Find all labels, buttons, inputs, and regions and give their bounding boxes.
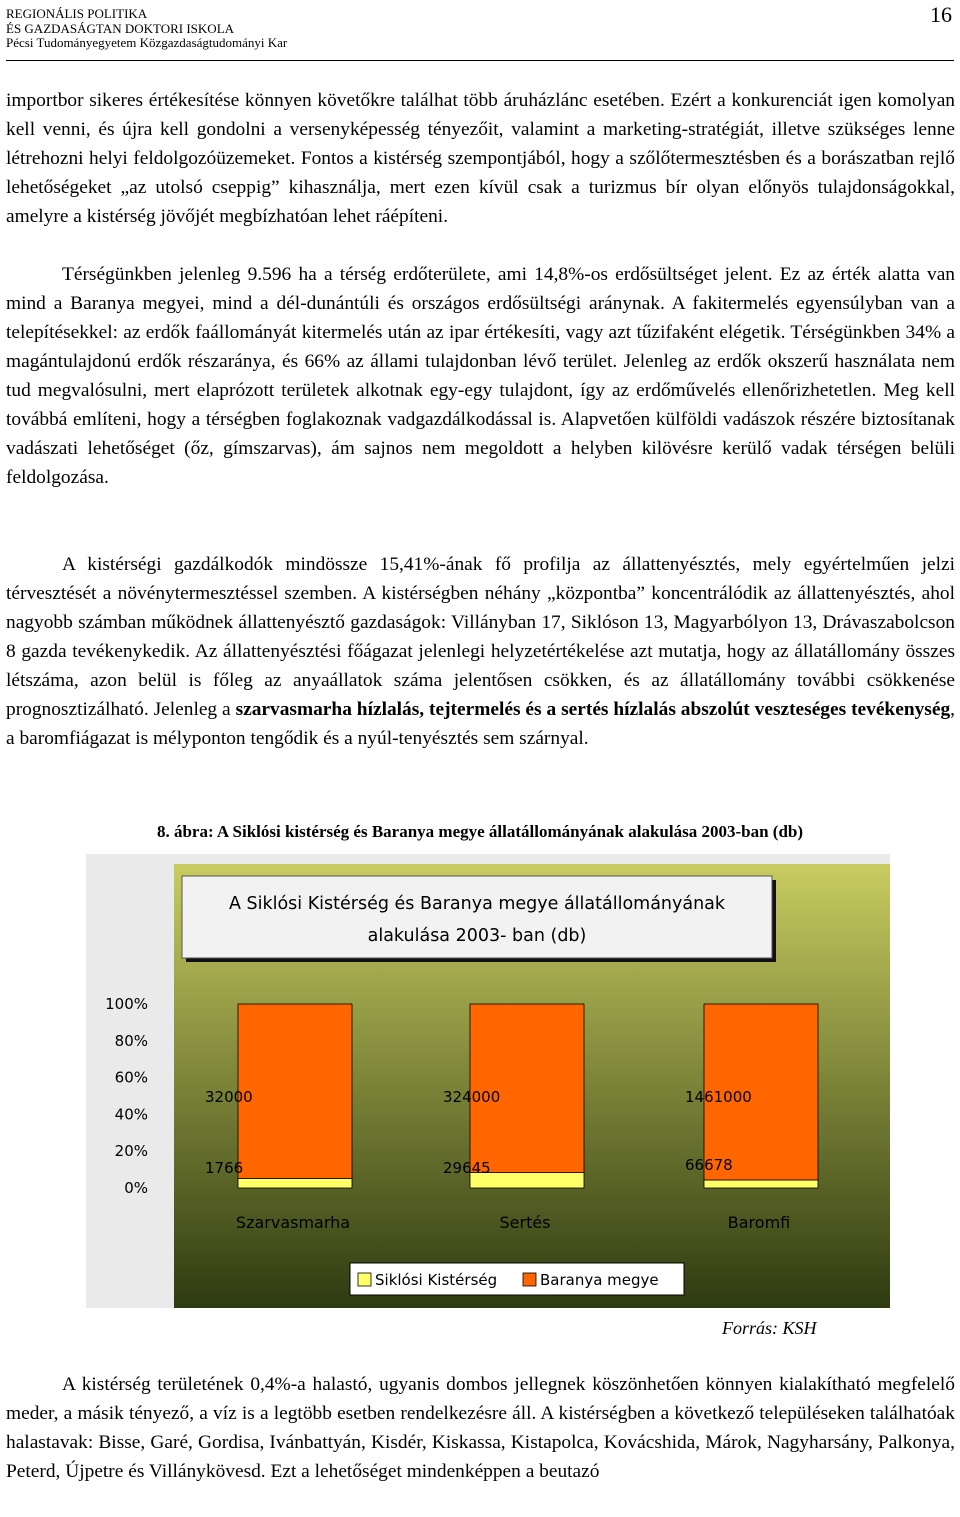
- stacked-bar-chart: [86, 854, 890, 1308]
- data-label-baranya: 32000: [205, 1088, 253, 1106]
- chart-title-line-1: A Siklósi Kistérség és Baranya megye állatállományának: [228, 894, 726, 914]
- y-tick-label: 0%: [124, 1179, 148, 1197]
- page-number: 16: [930, 2, 952, 27]
- header-rule: [6, 60, 954, 61]
- data-label-siklos: 29645: [443, 1159, 491, 1177]
- paragraph-forest-text: Térségünkben jelenleg 9.596 ha a térség erdőterülete, ami 14,8%-os erdősültséget jelent. Ez az érték alatta van mind a Baranya megyei, mind a dél-dunántúli és országos erdősültségi aránynak. A fakitermelés egyensúlyban van a telepítésekkel: az erdők faállományát kitermelés után az ipar értékesíti, vagy azt tűzifaként elégetik. Térségünkben 34% a magántulajdonú erdők részaránya, és 66% az állami tulajdonban lévő terület. Jelenleg az erdők okszerű használata nem tud megvalósulni, mert elaprózott területek alkotnak egy-egy tulajdont, így az erdőművelés ellenőrizhetetlen. Meg kell továbbá említeni, hogy a térségben foglakoznak vadgazdálkodással is. Alapvetően külföldi vadászok részére biztosítanak vadászati lehetőséget (őz, gímszarvas), ám sajnos nem megoldott a helyben kilövésre kerülő vadak térségen belüli feldolgozása.: [6, 264, 955, 488]
- x-tick-label: Sertés: [499, 1213, 551, 1232]
- y-tick-label: 60%: [114, 1068, 148, 1087]
- legend-label-baranya: Baranya megye: [540, 1271, 659, 1289]
- paragraph-livestock-start: A kistérségi gazdálkodók mindössze 15,41%-ának fő profilja az állattenyésztés, mely egyértelműen jelzi térvesztését a növénytermesztéssel szemben. A kistérségben néhány „központba” koncentrálódik az állattenyésztés, ahol nagyobb számban működnek állattenyésztő gazdaságok: Villányban 17, Siklóson 13, Magyarbólyon 13, Drávaszabolcson 8 gazda tevékenykedik. Az állattenyésztési főágazat jelenlegi helyzetértékelése azt mutatja, hogy az állatállomány összes létszáma, azon belül is főleg az anyaállatok száma jelentősen csökken, és az állatállomány további csökkenése prognosztizálható. Jelenleg a: [6, 554, 955, 720]
- y-tick-label: 80%: [114, 1031, 148, 1050]
- chart-container: [86, 854, 890, 1308]
- x-tick-label: Szarvasmarha: [235, 1213, 351, 1232]
- legend: [350, 1263, 684, 1295]
- paragraph-forest: [6, 260, 955, 492]
- figure-caption: 8. ábra: A Siklósi kistérség és Baranya megye állatállományának alakulása 2003-ban (db): [156, 822, 804, 841]
- paragraph-fishponds-text: A kistérség területének 0,4%-a halastó, ugyanis dombos jellegnek köszönhetően könnyen kialakítható megfelelő meder, a másik tényező, a víz is a legtöbb esetben rendelkezésre áll. A kistérségben a következő településeken találhatóak halastavak: Bisse, Garé, Gordisa, Ivánbattyán, Kisdér, Kiskassa, Kistapolca, Kovácshida, Márok, Nagyharsány, Palkonya, Peterd, Újpetre és Villánykövesd. Ezt a lehetőséget mindenképpen a beutazó: [6, 1374, 955, 1482]
- legend-swatch-baranya: [523, 1273, 536, 1286]
- data-label-baranya: 324000: [443, 1088, 501, 1106]
- paragraph-livestock: [6, 550, 955, 753]
- paragraph-wine: importbor sikeres értékesítése könnyen követőkre találhat több áruházlánc esetében. Ezért a konkurenciát igen komolyan kell venni, és újra kell gondolni a versenyképesség tényezőit, valamint a marketing-stratégiát, illetve szükséges lenne létrehozni helyi feldolgozóüzemeket. Fontos a kistérség szempontjából, hogy a szőlőtermesztésben és a borászatban rejlő lehetőségeket „az utolsó cseppig” kihasználja, mert ezen kívül csak a turizmus bír olyan előnyös tulajdonságokkal, amelyre a kistérség jövőjét megbízhatóan lehet ráépíteni.: [6, 90, 955, 227]
- header-line-1: REGIONÁLIS POLITIKA: [6, 6, 148, 21]
- paragraph-livestock-bold: szarvasmarha hízlalás, tejtermelés és a sertés hízlalás abszolút veszteséges tevékenység: [235, 699, 951, 720]
- data-label-siklos: 66678: [685, 1156, 733, 1174]
- legend-label-siklos: Siklósi Kistérség: [375, 1271, 498, 1289]
- running-header: [6, 7, 287, 51]
- bar-siklos-baromfi: [704, 1180, 818, 1188]
- figure-source: Forrás: KSH: [722, 1318, 817, 1338]
- chart-title-line-2: alakulása 2003- ban (db): [367, 926, 587, 946]
- y-tick-label: 100%: [105, 995, 148, 1013]
- y-tick-label: 40%: [114, 1105, 148, 1124]
- header-line-3: Pécsi Tudományegyetem Közgazdaságtudományi Kar: [6, 35, 288, 50]
- y-tick-label: 20%: [114, 1142, 148, 1161]
- data-label-siklos: 1766: [205, 1159, 244, 1177]
- paragraph-fishponds: [6, 1370, 955, 1486]
- paragraph-livestock-end: , a baromfiágazat is mélyponton tengődik és a nyúl-tenyésztés sem szárnyal.: [6, 699, 956, 749]
- legend-swatch-siklos: [358, 1273, 371, 1286]
- bar-baranya-szarvasmarha: [238, 1004, 352, 1178]
- bar-siklos-szarvasmarha: [238, 1178, 352, 1188]
- data-label-baranya: 1461000: [685, 1088, 752, 1106]
- x-tick-label: Baromfi: [727, 1213, 791, 1232]
- y-axis: [105, 995, 148, 1197]
- header-line-2: ÉS GAZDASÁGTAN DOKTORI ISKOLA: [6, 20, 235, 36]
- bars: [205, 1004, 818, 1188]
